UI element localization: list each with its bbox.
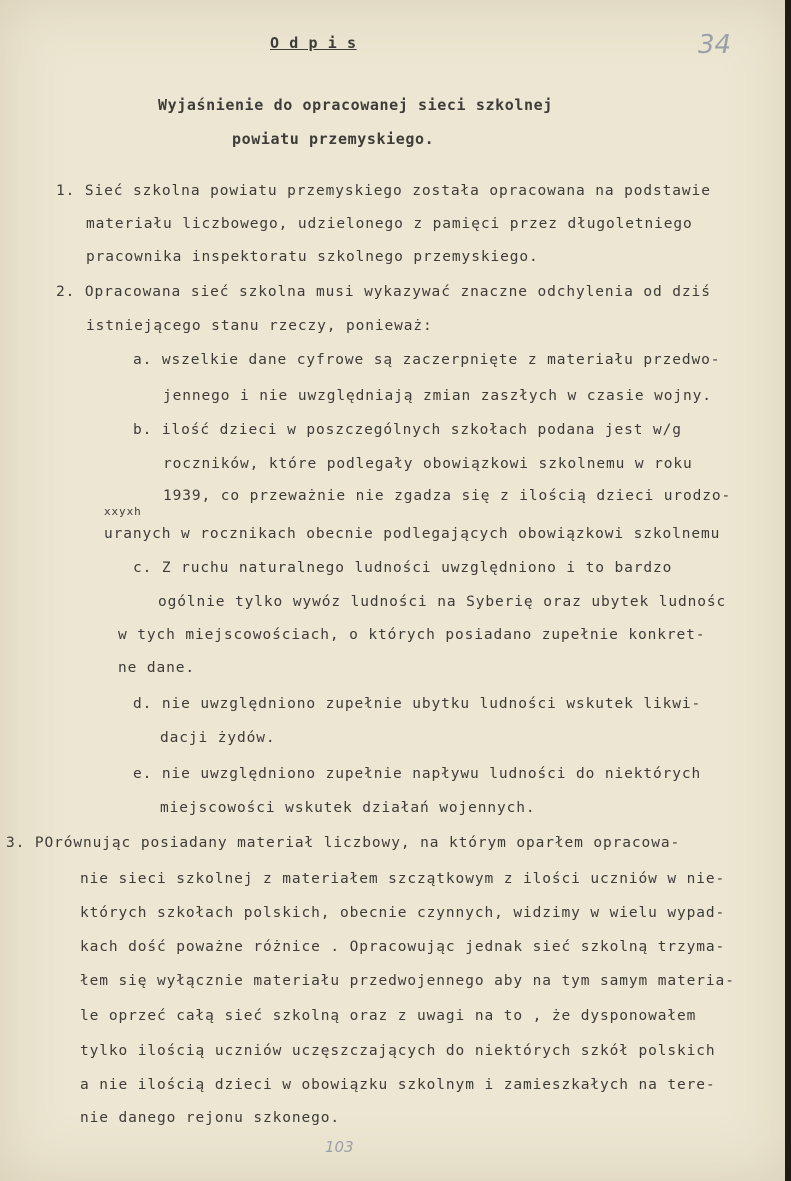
archive-number: 34 [698,30,732,60]
text-line: dacji żydów. [160,730,276,746]
page-number: 103 [325,1138,354,1156]
text-line: 1939, co przeważnie nie zgadza się z ilością dzieci urodzo- [163,488,732,504]
text-line: których szkołach polskich, obecnie czynnych, widzimy w wielu wypad- [80,905,726,921]
text-line: xxyxh [104,505,142,518]
text-line: nie danego rejonu szkonego. [80,1110,341,1126]
heading-line-1: Wyjaśnienie do opracowanej sieci szkolnej [158,96,553,114]
text-line: 1. Sieć szkolna powiatu przemyskiego została opracowana na podstawie [56,183,711,199]
text-line: w tych miejscowościach, o których posiadano zupełnie konkret- [118,627,706,643]
text-line: miejscowości wskutek działań wojennych. [160,800,536,816]
text-line: a. wszelkie dane cyfrowe są zaczerpnięte z materiału przedwo- [133,352,721,368]
text-line: istniejącego stanu rzeczy, ponieważ: [86,318,433,334]
text-line: pracownika inspektoratu szkolnego przemyskiego. [86,249,539,265]
text-line: d. nie uwzględniono zupełnie ubytku ludności wskutek likwi- [133,696,702,712]
text-line: łem się wyłącznie materiału przedwojennego aby na tym samym materia- [80,973,735,989]
text-line: le oprzeć całą sieć szkolną oraz z uwagi na to , że dysponowałem [80,1008,697,1024]
text-line: b. ilość dzieci w poszczególnych szkołach podana jest w/g [133,422,682,438]
text-line: roczników, które podlegały obowiązkowi szkolnemu w roku [163,456,693,472]
document-title: O d p i s [270,34,357,52]
text-line: c. Z ruchu naturalnego ludności uwzględniono i to bardzo [133,560,673,576]
text-line: 2. Opracowana sieć szkolna musi wykazywać znaczne odchylenia od dziś [56,284,711,300]
text-line: a nie ilością dzieci w obowiązku szkolnym i zamieszkałych na tere- [80,1077,716,1093]
text-line: ogólnie tylko wywóz ludności na Syberię oraz ubytek ludnośc [158,594,727,610]
text-line: nie sieci szkolnej z materiałem szczątkowym z ilości uczniów w nie- [80,871,726,887]
text-line: tylko ilością uczniów uczęszczających do niektórych szkół polskich [80,1043,716,1059]
text-line: 3. POrównując posiadany materiał liczbowy, na którym oparłem opracowa- [6,835,681,851]
text-line: uranych w rocznikach obecnie podlegających obowiązkowi szkolnemu [104,526,721,542]
text-line: jennego i nie uwzględniają zmian zaszłych w czasie wojny. [163,388,712,404]
scan-edge [785,0,791,1181]
text-line: kach dość poważne różnice . Opracowując jednak sieć szkolną trzyma- [80,939,726,955]
text-line: ne dane. [118,660,196,676]
heading-line-2: powiatu przemyskiego. [232,130,435,148]
text-line: materiału liczbowego, udzielonego z pamięci przez długoletniego [86,216,693,232]
text-line: e. nie uwzględniono zupełnie napływu ludności do niektórych [133,766,702,782]
